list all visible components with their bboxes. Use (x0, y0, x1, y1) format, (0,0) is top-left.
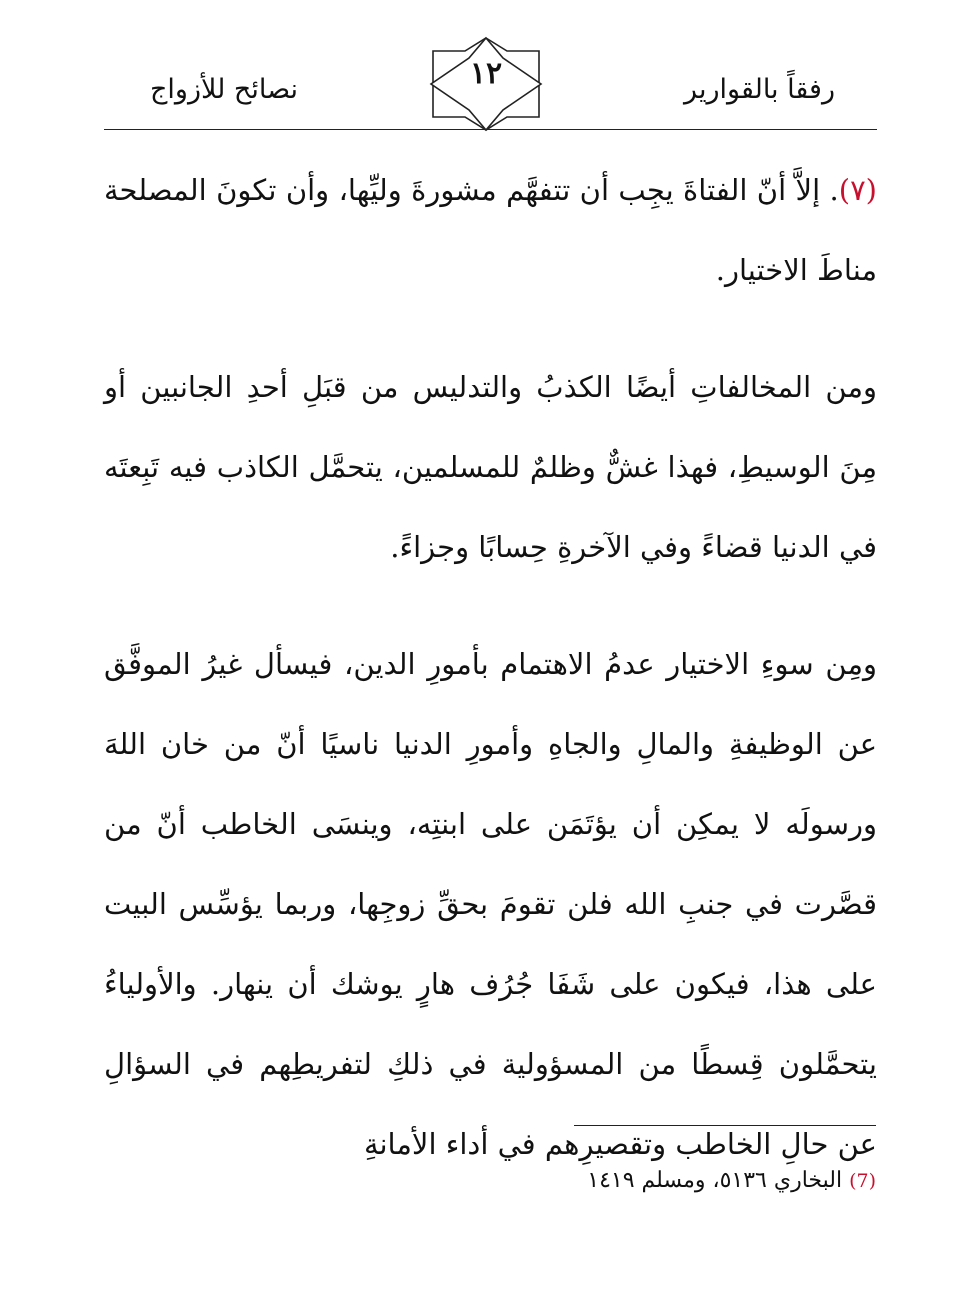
paragraph-3 (104, 624, 877, 1184)
paragraph-2-text: ومن المخالفاتِ أيضًا الكذبُ والتدليس من قبَلِ أحدِ الجانبين أو مِنَ الوسيطِ، فهذا غشٌّ وظلمٌ للمسلمين، يتحمَّل الكاذب فيه تَبِعتَه في الدنيا قضاءً وفي الآخرةِ حِسابًا وجزاءً. (104, 370, 877, 564)
page-number-badge (428, 36, 544, 132)
paragraph-1 (104, 150, 877, 310)
footnote-marker: (7) (849, 1170, 876, 1192)
paragraph-3-text: ومِن سوءِ الاختيار عدمُ الاهتمام بأمورِ الدين، فيسأل غيرُ الموفَّق عن الوظيفةِ والمالِ والجاهِ وأمورِ الدنيا ناسيًا أنّ من خان اللهَ ورسولَه لا يمكِن أن يؤتَمَن على ابنتِه، وينسَى الخاطب أنّ من قصَّرت في جنبِ الله فلن تقومَ بحقِّ زوجِها، وربما يؤسِّس البيت على هذا، فيكون على شَفَا جُرُف هارٍ يوشك أن ينهار. والأولياءُ يتحمَّلون قِسطًا من المسؤولية في ذلكِ لتفريطِهم في السؤالِ عن حالِ الخاطب وتقصيرِهم في أداء الأمانةِ (104, 647, 877, 1161)
main-text (104, 150, 877, 1184)
header-divider (104, 129, 877, 130)
footnote-divider (574, 1125, 876, 1126)
page-number: ١٢ (469, 56, 503, 91)
footnote-reference[interactable]: (٧) (838, 173, 877, 207)
footnote-text: البخاري ٥١٣٦، ومسلم ١٤١٩ (587, 1168, 850, 1193)
footnote (587, 1168, 876, 1193)
paragraph-2 (104, 347, 877, 587)
paragraph-1-text: . إلاَّ أنّ الفتاةَ يجِب أن تتفهَّم مشورةَ وليِّها، وأن تكونَ المصلحة مناطَ الاختيار. (104, 173, 877, 287)
header-book-title: رفقاً بالقوارير (684, 74, 835, 105)
header-chapter-title: نصائح للأزواج (150, 74, 299, 105)
